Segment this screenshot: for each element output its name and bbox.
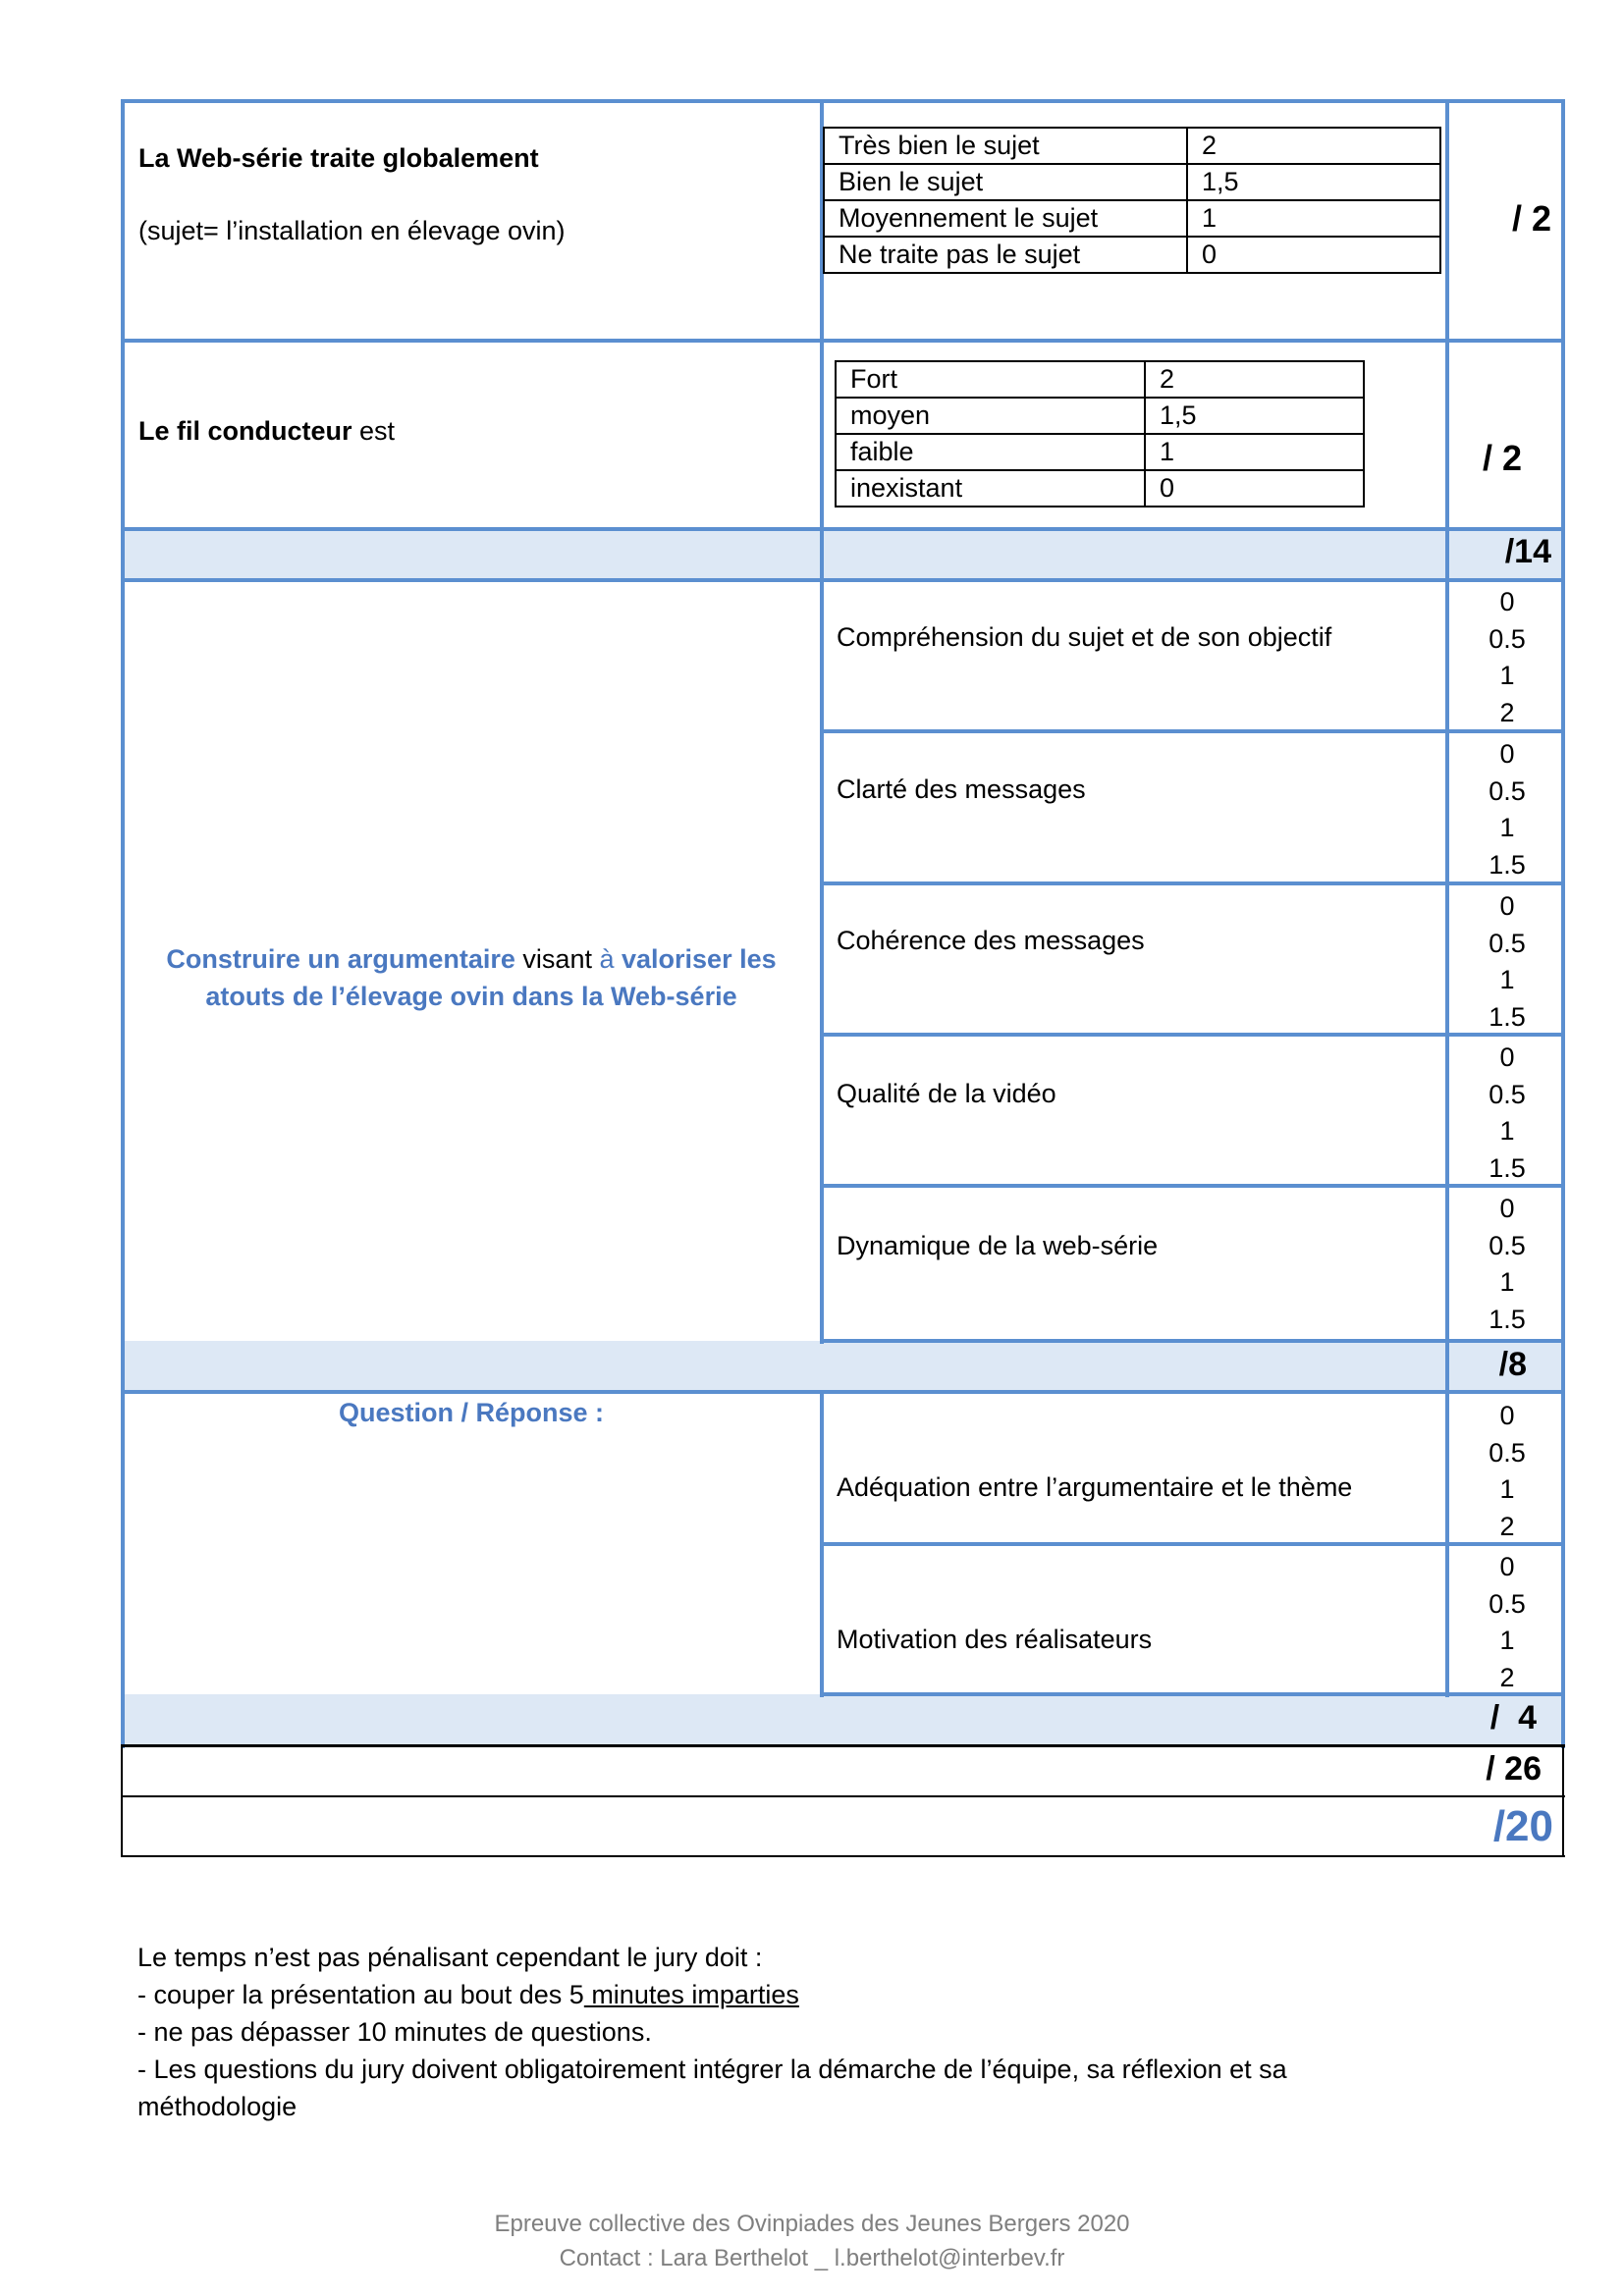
option-points: 1 <box>1145 434 1364 470</box>
criterion-scores <box>1448 1191 1566 1338</box>
score-option: 0 <box>1499 1042 1515 1072</box>
row1-title: La Web-série traite globalement <box>138 143 539 173</box>
total-top-border <box>121 1744 1565 1747</box>
score-option: 0 <box>1499 1401 1515 1430</box>
column-divider-1b <box>820 580 824 1344</box>
table-row <box>824 200 1440 237</box>
criterion-label: Adéquation entre l’argumentaire et le thème <box>837 1472 1353 1502</box>
option-points: 0 <box>1187 237 1440 273</box>
score-option: 0 <box>1499 1194 1515 1223</box>
notes-line-2-underlined: minutes imparties <box>583 1980 799 2009</box>
argument-label-part1: Construire un argumentaire <box>166 944 515 974</box>
criterion-scores <box>1448 1549 1566 1696</box>
row1-max-score: / 2 <box>1511 198 1551 239</box>
total-20: /20 <box>1492 1802 1553 1850</box>
criterion-scores <box>1448 1040 1566 1187</box>
score-option: 0.5 <box>1489 1588 1526 1619</box>
criterion-scores <box>1448 888 1566 1036</box>
score-option: 1 <box>1499 1474 1515 1504</box>
score-option: 0 <box>1499 587 1515 616</box>
notes-line-5: méthodologie <box>137 2092 298 2121</box>
criterion-label: Cohérence des messages <box>837 926 1145 955</box>
total-bottom-border <box>121 1855 1565 1857</box>
argument-label-line2: atouts de l’élevage ovin dans la Web-série <box>205 982 737 1011</box>
frame-left-border <box>121 99 125 1748</box>
option-points: 0 <box>1145 470 1364 507</box>
score-option: 0.5 <box>1489 1079 1526 1109</box>
criteria-divider-5 <box>820 1339 1565 1343</box>
subtotal-8: /8 <box>1498 1346 1527 1383</box>
score-option: 1.5 <box>1489 1304 1526 1334</box>
table-row <box>836 470 1364 507</box>
subtotal-band-3 <box>123 1694 1562 1745</box>
argument-label-part4: valoriser les <box>614 944 777 974</box>
row2-title <box>138 416 395 447</box>
table-row <box>824 237 1440 273</box>
row2-options-table <box>835 360 1365 507</box>
score-option: 0 <box>1499 1552 1515 1581</box>
argument-label-part2: visant <box>514 944 600 974</box>
subtotal-band-2 <box>123 1341 1562 1392</box>
score-option: 0.5 <box>1489 1437 1526 1468</box>
argument-label-part3: à <box>599 944 615 974</box>
footer-line-2: Contact : Lara Berthelot _ l.berthelot@interbev.fr <box>559 2245 1065 2271</box>
row-divider-3 <box>121 578 1565 582</box>
notes-line-1: Le temps n’est pas pénalisant cependant le jury doit : <box>137 1943 763 1972</box>
score-option: 2 <box>1499 697 1515 727</box>
criterion-label: Clarté des messages <box>837 774 1086 804</box>
notes-line-4: - Les questions du jury doivent obligatoirement intégrer la démarche de l’équipe, sa réflexion et sa <box>137 2055 1287 2084</box>
option-points: 1,5 <box>1187 164 1440 200</box>
score-option: 1 <box>1499 661 1515 690</box>
row2-title-bold: Le fil conducteur <box>138 416 352 446</box>
table-row <box>836 361 1364 398</box>
score-option: 1 <box>1499 965 1515 994</box>
score-option: 1 <box>1499 1626 1515 1655</box>
table-row <box>824 164 1440 200</box>
score-option: 1 <box>1499 813 1515 842</box>
score-option: 1.5 <box>1489 1152 1526 1183</box>
notes-line-3: - ne pas dépasser 10 minutes de questions. <box>137 2017 652 2047</box>
table-row <box>824 128 1440 164</box>
total-26: / 26 <box>1486 1750 1542 1788</box>
argument-section-label <box>128 940 815 1015</box>
option-points: 1 <box>1187 200 1440 237</box>
option-label: Ne traite pas le sujet <box>824 237 1187 273</box>
option-points: 2 <box>1187 128 1440 164</box>
option-label: Bien le sujet <box>824 164 1187 200</box>
score-option: 0.5 <box>1489 1230 1526 1260</box>
question-section-label: Question / Réponse : <box>338 1398 605 1427</box>
score-option: 0 <box>1499 739 1515 769</box>
notes-line-2 <box>137 1976 1287 2013</box>
total-divider <box>121 1795 1565 1797</box>
frame-top-border <box>121 99 1565 103</box>
total-left-border <box>121 1744 123 1857</box>
option-points: 2 <box>1145 361 1364 398</box>
score-option: 2 <box>1499 1511 1515 1541</box>
criterion-scores <box>1448 1398 1566 1545</box>
criterion-scores <box>1448 736 1566 883</box>
option-label: faible <box>836 434 1145 470</box>
jury-notes <box>137 1939 1287 2125</box>
notes-line-2-prefix: - couper la présentation au bout des 5 <box>137 1980 584 2009</box>
score-option: 1.5 <box>1489 1001 1526 1032</box>
score-option: 0.5 <box>1489 775 1526 806</box>
option-label: Moyennement le sujet <box>824 200 1187 237</box>
subtotal-14: /14 <box>1504 533 1551 570</box>
subtotal-band-1 <box>123 529 1562 580</box>
criterion-label: Dynamique de la web-série <box>837 1231 1159 1260</box>
score-option: 1 <box>1499 1116 1515 1146</box>
score-option: 0.5 <box>1489 623 1526 654</box>
criterion-label: Compréhension du sujet et de son objectif <box>837 622 1332 652</box>
row-divider-2 <box>121 527 1565 531</box>
score-option: 0.5 <box>1489 928 1526 958</box>
row-divider-1 <box>121 339 1565 343</box>
option-points: 1,5 <box>1145 398 1364 434</box>
option-label: moyen <box>836 398 1145 434</box>
option-label: inexistant <box>836 470 1145 507</box>
subtotal-4: / 4 <box>1489 1699 1537 1736</box>
score-option: 1 <box>1499 1267 1515 1297</box>
criterion-scores <box>1448 584 1566 731</box>
row1-options-table <box>823 127 1441 274</box>
row2-title-rest: est <box>352 416 396 446</box>
score-option: 2 <box>1499 1662 1515 1692</box>
argument-label-line1 <box>128 940 815 978</box>
footer-line-1: Epreuve collective des Ovinpiades des Jeunes Bergers 2020 <box>494 2211 1130 2237</box>
total-right-border <box>1562 1744 1564 1857</box>
criterion-label: Motivation des réalisateurs <box>837 1625 1153 1654</box>
table-row <box>836 398 1364 434</box>
option-label: Très bien le sujet <box>824 128 1187 164</box>
score-option: 0 <box>1499 891 1515 921</box>
criterion-label: Qualité de la vidéo <box>837 1079 1056 1108</box>
option-label: Fort <box>836 361 1145 398</box>
row-divider-4 <box>121 1390 1565 1394</box>
table-row <box>836 434 1364 470</box>
row1-subtitle: (sujet= l’installation en élevage ovin) <box>138 216 566 245</box>
score-option: 1.5 <box>1489 849 1526 880</box>
row2-max-score: / 2 <box>1482 438 1522 478</box>
